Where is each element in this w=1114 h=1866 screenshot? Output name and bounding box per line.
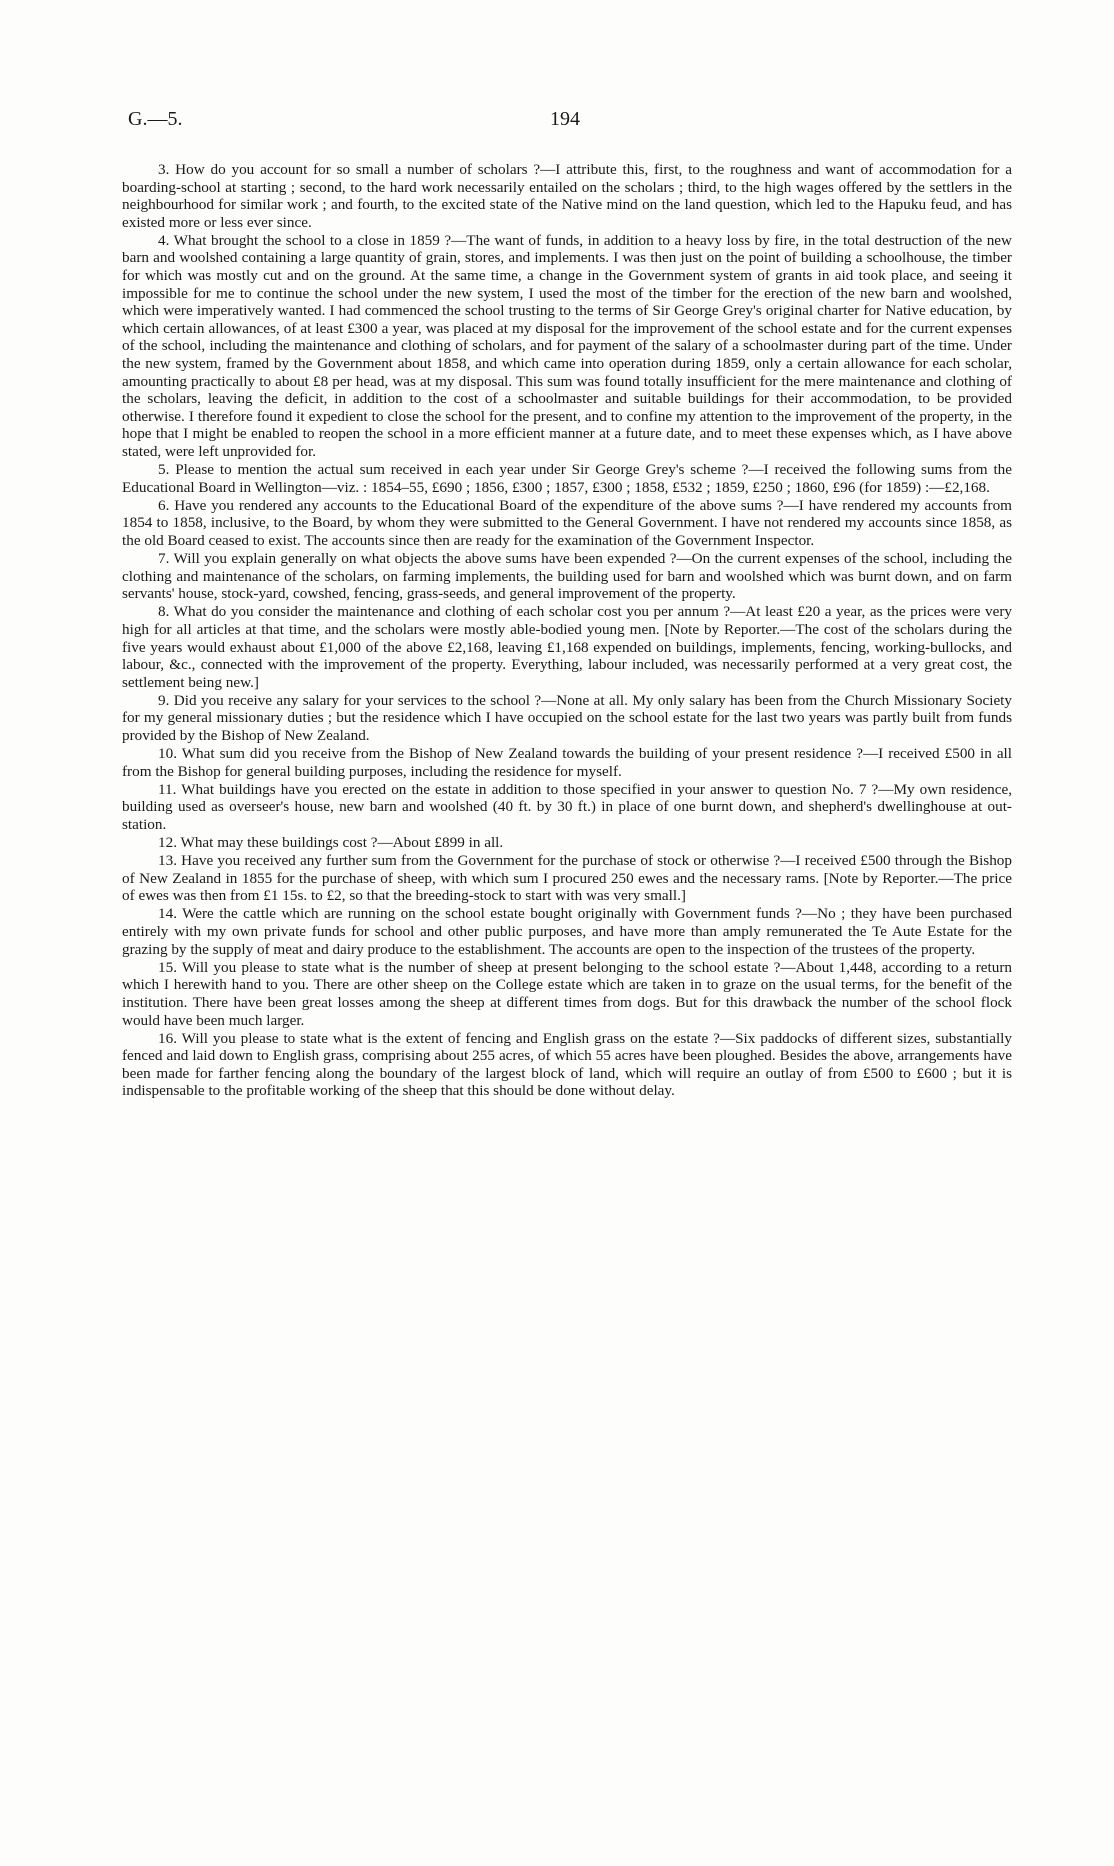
- paragraph-q9: 9. Did you receive any salary for your services to the school ?—None at all. My only salary has been from the Church Missionary Society for my general missionary duties ; but the residence which I have occupied on the school estate for the last two years was partly built from funds provided by the Bishop of New Zealand.: [122, 691, 1012, 744]
- paragraph-q8: 8. What do you consider the maintenance and clothing of each scholar cost you per annum ?—At least £20 a year, as the prices were very high for all articles at that time, and the scholars were mostly able-bodied young men. [Note by Reporter.—The cost of the scholars during the five years would exhaust about £1,000 of the above £2,168, leaving £1,168 expended on buildings, implements, fencing, working-bullocks, and labour, &c., connected with the improvement of the property. Everything, labour included, was necessarily performed at a very great cost, the settlement being new.]: [122, 603, 1012, 691]
- paragraph-q3: 3. How do you account for so small a number of scholars ?—I attribute this, first, to the roughness and want of accommodation for a boarding-school at starting ; second, to the hard work necessarily entailed on the scholars ; third, to the high wages offered by the settlers in the neighbourhood for similar work ; and fourth, to the excited state of the Native mind on the land question, which led to the Hapuku feud, and has existed more or less ever since.: [122, 161, 1012, 231]
- paragraph-q11: 11. What buildings have you erected on the estate in addition to those specified in your answer to question No. 7 ?—My own residence, building used as overseer's house, new barn and woolshed (40 ft. by 30 ft.) in place of one burnt down, and shepherd's dwellinghouse at out-station.: [122, 780, 1012, 833]
- paragraph-q5: 5. Please to mention the actual sum received in each year under Sir George Grey's scheme ?—I received the following sums from the Educational Board in Wellington—viz. : 1854–55, £690 ; 1856, £300 ; 1857, £300 ; 1858, £532 ; 1859, £250 ; 1860, £96 (for 1859) :—£2,168.: [122, 461, 1012, 496]
- paragraph-q14: 14. Were the cattle which are running on the school estate bought originally with Government funds ?—No ; they have been purchased entirely with my own private funds for school and other public purposes, and have more than amply remunerated the Te Aute Estate for the grazing by the supply of meat and dairy produce to the establishment. The accounts are open to the inspection of the trustees of the property.: [122, 905, 1012, 958]
- paragraph-q13: 13. Have you received any further sum from the Government for the purchase of stock or otherwise ?—I received £500 through the Bishop of New Zealand in 1855 for the purchase of sheep, with which sum I procured 250 ewes and the necessary rams. [Note by Reporter.—The price of ewes was then from £1 15s. to £2, so that the breeding-stock to start with was very small.]: [122, 852, 1012, 905]
- paragraph-q16: 16. Will you please to state what is the extent of fencing and English grass on the estate ?—Six paddocks of different sizes, substantially fenced and laid down to English grass, comprising about 255 acres, of which 55 acres have been ploughed. Besides the above, arrangements have been made for farther fencing along the boundary of the largest block of land, which will require an outlay of from £500 to £600 ; but it is indispensable to the profitable working of the sheep that this should be done without delay.: [122, 1029, 1012, 1100]
- page-header: [128, 108, 1002, 138]
- paragraph-q4: 4. What brought the school to a close in 1859 ?—The want of funds, in addition to a heavy loss by fire, in the total destruction of the new barn and woolshed containing a large quantity of grain, stores, and implements. I was then just on the point of building a schoolhouse, the timber for which was mostly cut and on the ground. At the same time, a change in the Government system of grants in aid took place, and seeing it impossible for me to continue the school under the new system, I used the most of the timber for the erection of the new barn and woolshed, which were imperatively wanted. I had commenced the school trusting to the terms of Sir George Grey's original charter for Native education, by which certain allowances, of at least £300 a year, was placed at my disposal for the improvement of the school estate and for the current expenses of the school, including the maintenance and clothing of scholars, and for payment of the salary of a schoolmaster during part of the time. Under the new system, framed by the Government about 1858, and which came into operation during 1859, only a certain allowance for each scholar, amounting practically to about £8 per head, was at my disposal. This sum was found totally insufficient for the mere maintenance and clothing of the scholars, leaving the deficit, in addition to the cost of a schoolmaster and suitable buildings for their accommodation, to be provided otherwise. I therefore found it expedient to close the school for the present, and to confine my attention to the improvement of the property, in the hope that I might be enabled to reopen the school in a more efficient manner at a future date, and to meet these expenses which, as I have above stated, were left unprovided for.: [122, 231, 1012, 460]
- paragraph-q6: 6. Have you rendered any accounts to the Educational Board of the expenditure of the above sums ?—I have rendered my accounts from 1854 to 1858, inclusive, to the Board, by whom they were submitted to the General Government. I have not rendered my accounts since 1858, as the old Board ceased to exist. The accounts since then are ready for the examination of the Government Inspector.: [122, 496, 1012, 549]
- document-reference: G.—5.: [128, 108, 183, 130]
- paragraph-q10: 10. What sum did you receive from the Bishop of New Zealand towards the building of your present residence ?—I received £500 in all from the Bishop for general building purposes, including the residence for myself.: [122, 745, 1012, 780]
- paragraph-q12: 12. What may these buildings cost ?—About £899 in all.: [158, 834, 504, 852]
- page-number: 194: [550, 108, 580, 130]
- body-text: [122, 161, 1012, 1100]
- paragraph-q7: 7. Will you explain generally on what objects the above sums have been expended ?—On the current expenses of the school, including the clothing and maintenance of the scholars, on farming implements, the building used for barn and woolshed which was burnt down, and on farm servants' house, stock-yard, cowshed, fencing, grass-seeds, and general improvement of the property.: [122, 550, 1012, 603]
- paragraph-q15: 15. Will you please to state what is the number of sheep at present belonging to the school estate ?—About 1,448, according to a return which I herewith hand to you. There are other sheep on the College estate which are taken in to graze on the usual terms, for the benefit of the institution. There have been great losses among the sheep at different times from dogs. But for this drawback the number of the school flock would have been much larger.: [122, 958, 1012, 1029]
